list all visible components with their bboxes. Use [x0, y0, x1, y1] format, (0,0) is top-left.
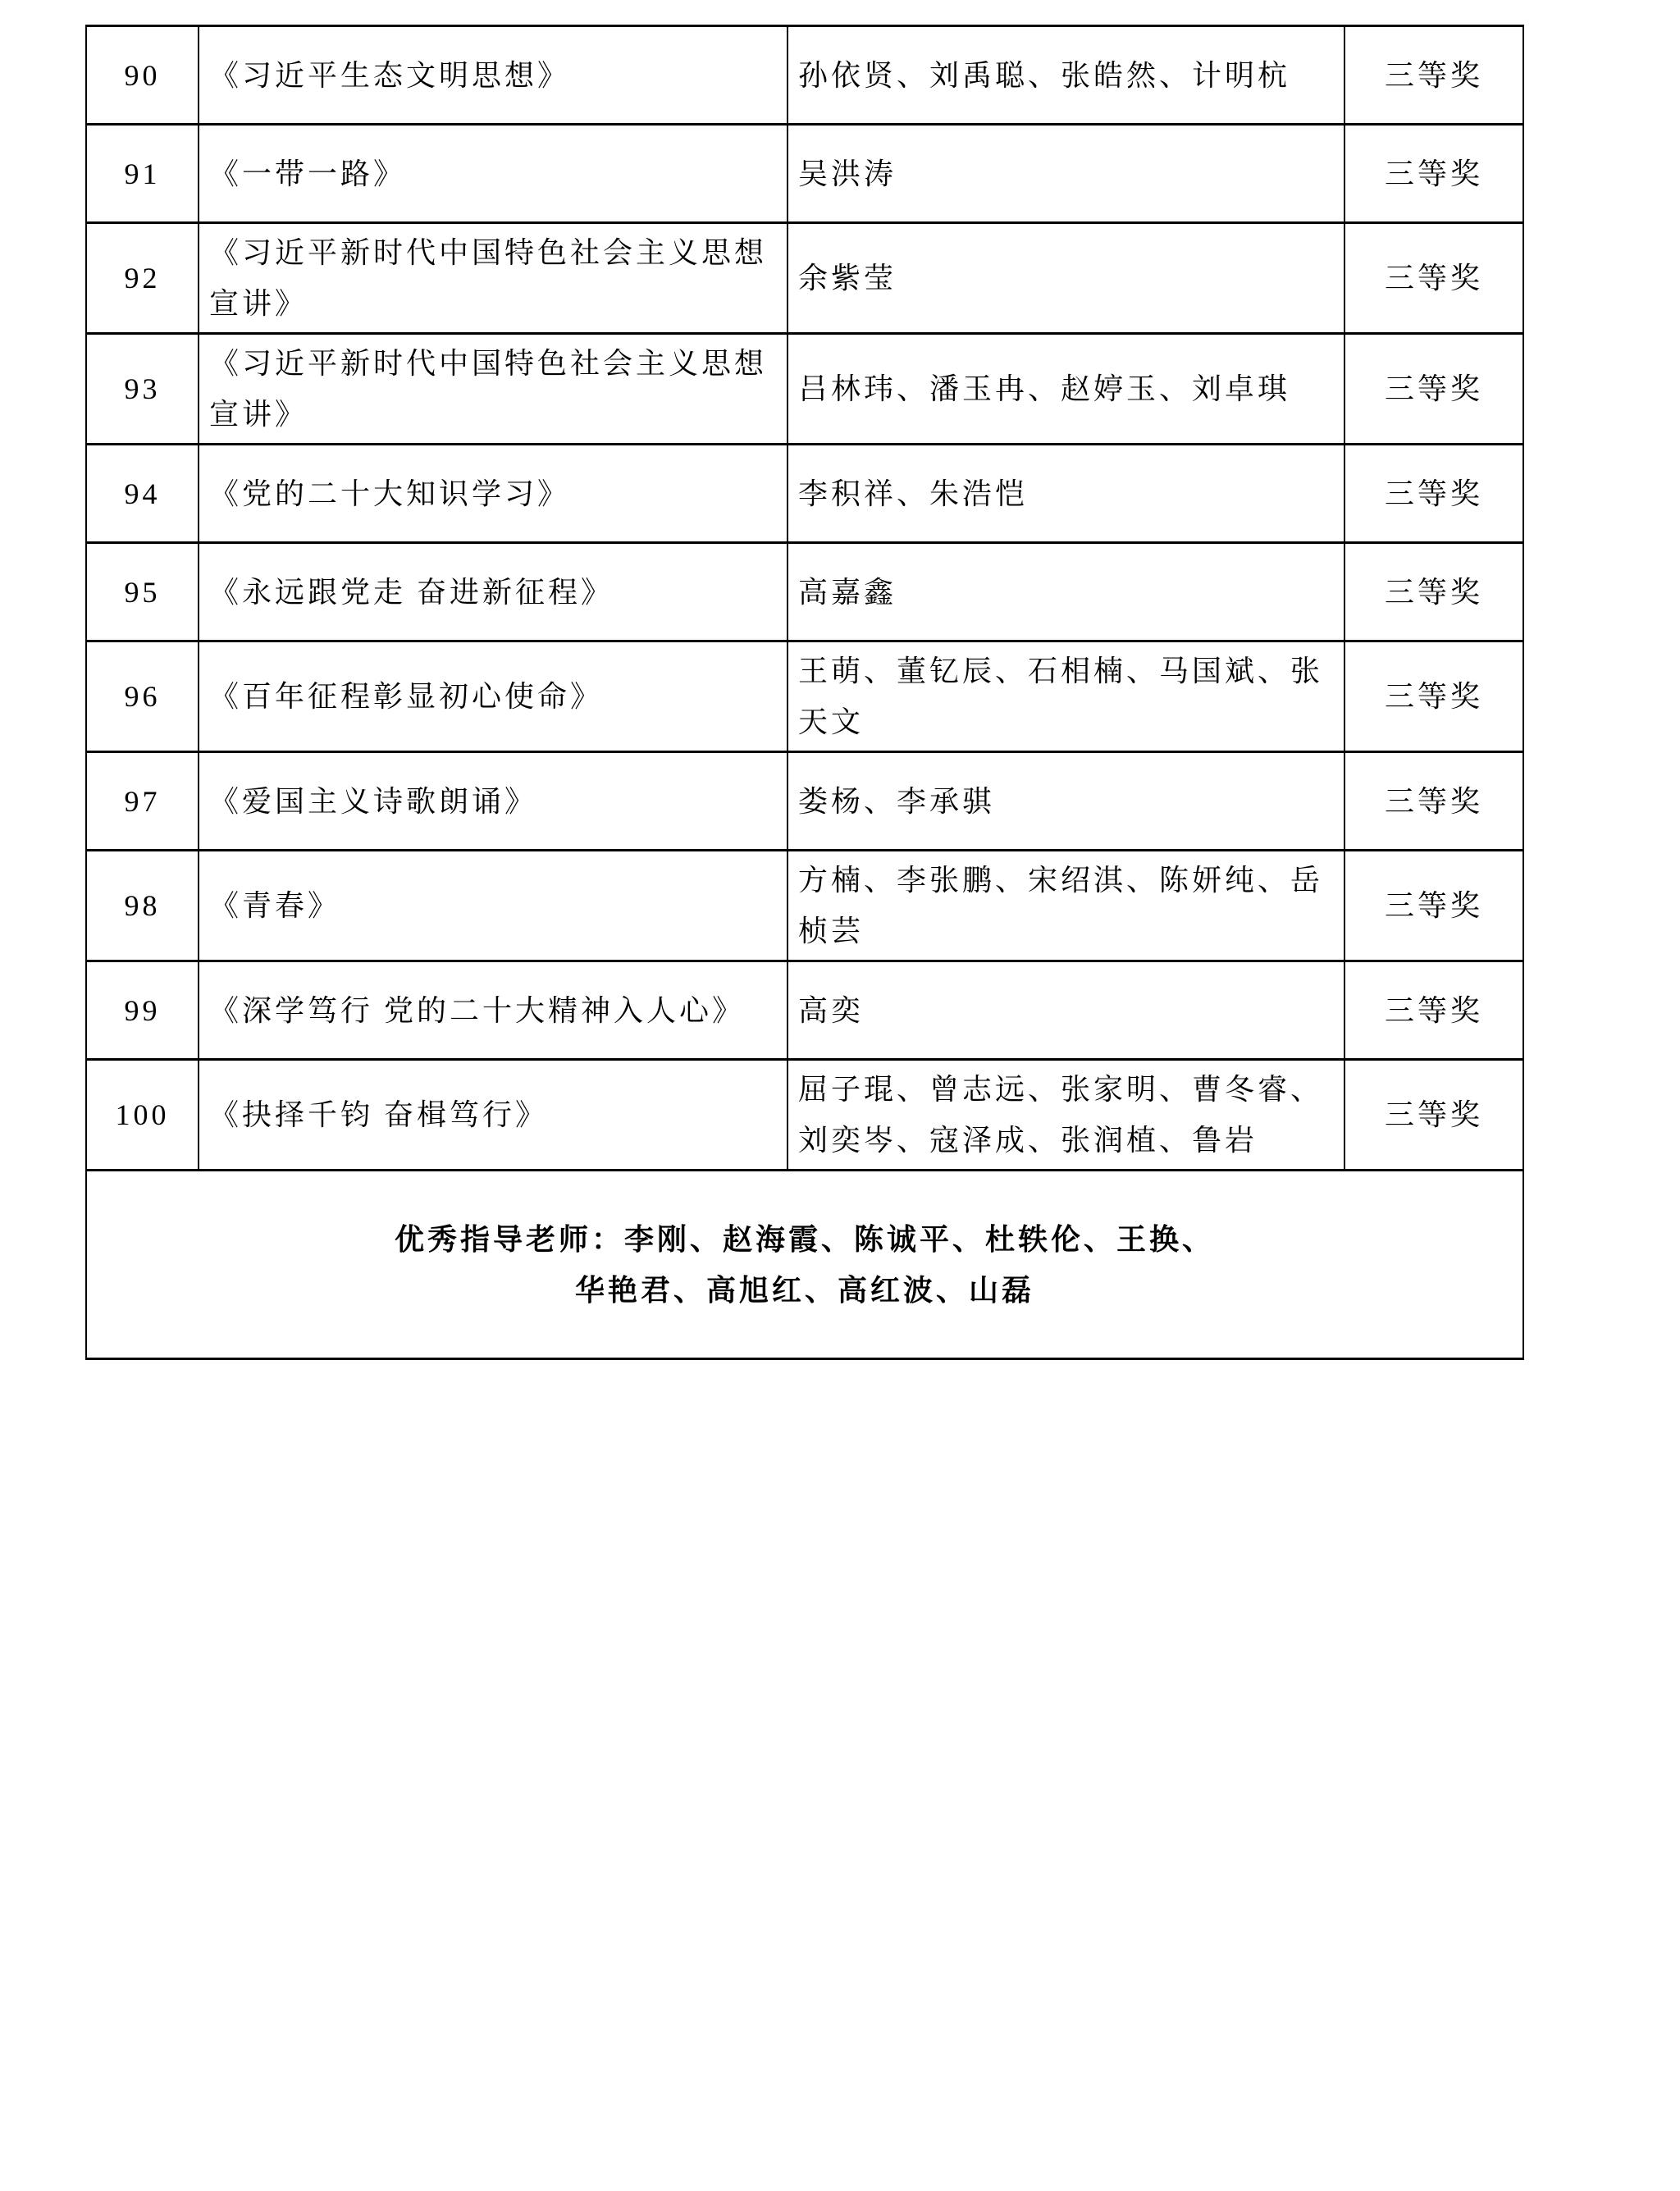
work-title-cell: 《永远跟党走 奋进新征程》: [199, 543, 788, 641]
participant-names-cell: 吕林玮、潘玉冉、赵婷玉、刘卓琪: [788, 334, 1344, 445]
award-level-cell: 三等奖: [1344, 851, 1523, 961]
work-title-cell: 《爱国主义诗歌朗诵》: [199, 752, 788, 851]
award-level-cell: 三等奖: [1344, 752, 1523, 851]
table-row: [86, 125, 1523, 223]
table-row: [86, 851, 1523, 961]
work-title-cell: 《党的二十大知识学习》: [199, 445, 788, 543]
participant-names-cell: 王萌、董钇辰、石相楠、马国斌、张天文: [788, 641, 1344, 752]
award-level-cell: 三等奖: [1344, 125, 1523, 223]
work-title-cell: 《抉择千钧 奋楫笃行》: [199, 1060, 788, 1171]
row-number-cell: 100: [86, 1060, 199, 1171]
award-level-cell: 三等奖: [1344, 1060, 1523, 1171]
work-title-cell: 《习近平生态文明思想》: [199, 26, 788, 125]
participant-names-cell: 屈子琨、曾志远、张家明、曹冬睿、刘奕岑、寇泽成、张润植、鲁岩: [788, 1060, 1344, 1171]
row-number-cell: 98: [86, 851, 199, 961]
row-number-cell: 96: [86, 641, 199, 752]
award-level-cell: 三等奖: [1344, 641, 1523, 752]
table-row: [86, 752, 1523, 851]
table-row: [86, 543, 1523, 641]
teachers-line-2: 华艳君、高旭红、高红波、山磊: [574, 1273, 1034, 1307]
participant-names-cell: 李积祥、朱浩恺: [788, 445, 1344, 543]
teachers-footer: [86, 1171, 1523, 1359]
award-level-cell: 三等奖: [1344, 543, 1523, 641]
participant-names-cell: 高嘉鑫: [788, 543, 1344, 641]
table-row: [86, 334, 1523, 445]
table-row: [86, 1060, 1523, 1171]
participant-names-cell: 娄杨、李承骐: [788, 752, 1344, 851]
participant-names-cell: 孙依贤、刘禹聪、张皓然、计明杭: [788, 26, 1344, 125]
work-title-cell: 《深学笃行 党的二十大精神入人心》: [199, 961, 788, 1060]
table-row: [86, 223, 1523, 334]
table-row: [86, 641, 1523, 752]
row-number-cell: 92: [86, 223, 199, 334]
awards-table: [85, 25, 1524, 1360]
table-row: [86, 961, 1523, 1060]
row-number-cell: 97: [86, 752, 199, 851]
table-row: [86, 445, 1523, 543]
award-level-cell: 三等奖: [1344, 334, 1523, 445]
table-row: [86, 26, 1523, 125]
work-title-cell: 《一带一路》: [199, 125, 788, 223]
row-number-cell: 90: [86, 26, 199, 125]
row-number-cell: 91: [86, 125, 199, 223]
participant-names-cell: 吴洪涛: [788, 125, 1344, 223]
teachers-line-1: 优秀指导老师：李刚、赵海霞、陈诚平、杜轶伦、王换、: [394, 1222, 1215, 1256]
work-title-cell: 《百年征程彰显初心使命》: [199, 641, 788, 752]
work-title-cell: 《习近平新时代中国特色社会主义思想宣讲》: [199, 223, 788, 334]
award-level-cell: 三等奖: [1344, 445, 1523, 543]
participant-names-cell: 高奕: [788, 961, 1344, 1060]
row-number-cell: 95: [86, 543, 199, 641]
work-title-cell: 《青春》: [199, 851, 788, 961]
award-level-cell: 三等奖: [1344, 223, 1523, 334]
row-number-cell: 93: [86, 334, 199, 445]
teachers-footer-row: [86, 1171, 1523, 1359]
row-number-cell: 94: [86, 445, 199, 543]
row-number-cell: 99: [86, 961, 199, 1060]
award-level-cell: 三等奖: [1344, 961, 1523, 1060]
work-title-cell: 《习近平新时代中国特色社会主义思想宣讲》: [199, 334, 788, 445]
participant-names-cell: 方楠、李张鹏、宋绍淇、陈妍纯、岳桢芸: [788, 851, 1344, 961]
participant-names-cell: 余紫莹: [788, 223, 1344, 334]
award-level-cell: 三等奖: [1344, 26, 1523, 125]
